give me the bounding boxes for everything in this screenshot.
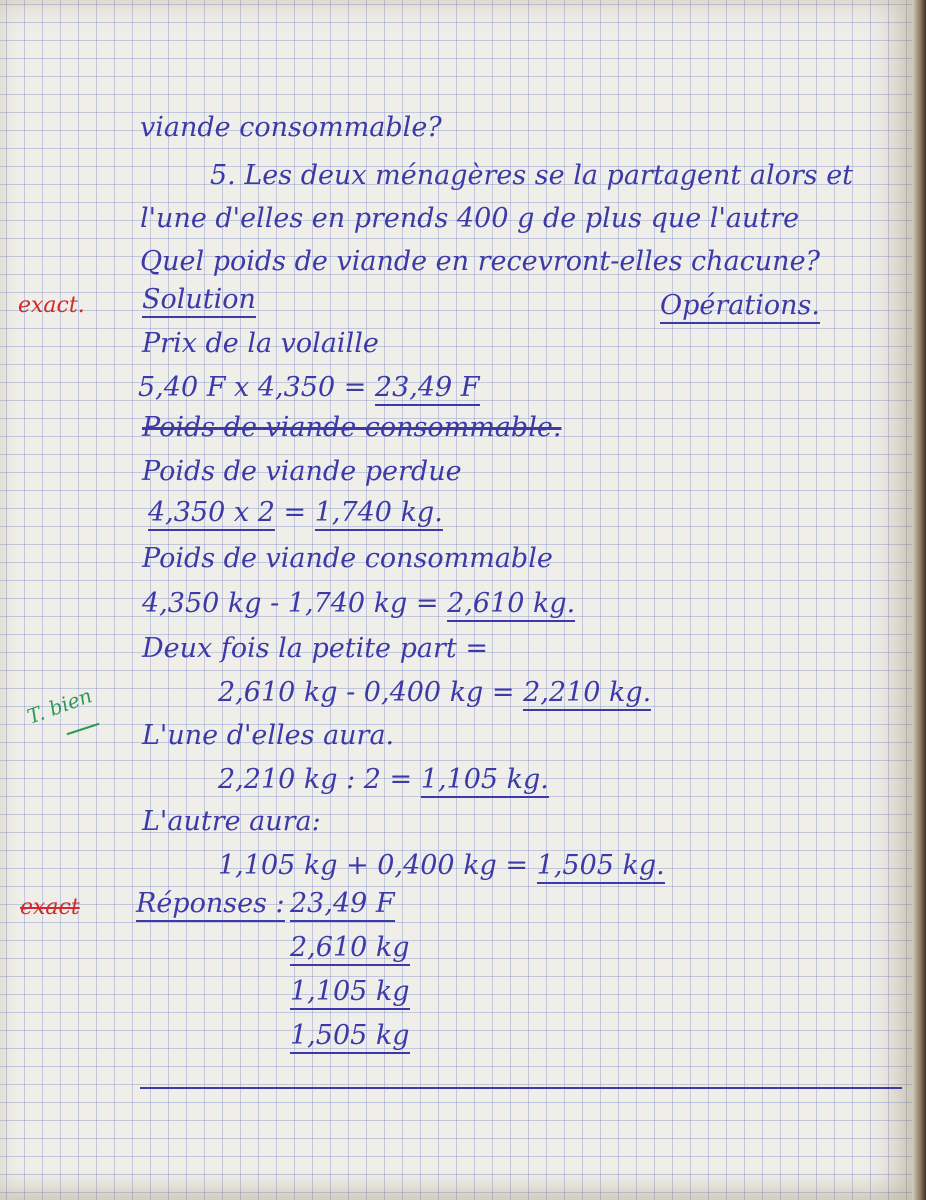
deux-fois-title: Deux fois la petite part = (142, 633, 488, 664)
solution-heading: Solution (142, 284, 256, 318)
answer-3: 1,105 kg (290, 976, 410, 1010)
text-line-3: l'une d'elles en prends 400 g de plus que l'autre (140, 203, 800, 234)
struck-line: Poids de viande consommable. (142, 412, 562, 443)
text-line-1: viande consommable? (140, 112, 442, 143)
une-result: 1,105 kg. (421, 764, 549, 798)
une-calc: 2,210 kg : 2 = (218, 764, 413, 795)
margin-exact-2: exact (20, 895, 80, 920)
deux-result: 2,210 kg. (523, 677, 651, 711)
page-edge (912, 0, 926, 1200)
deux-calc: 2,610 kg - 0,400 kg = (218, 677, 515, 708)
autre-result: 1,505 kg. (537, 850, 665, 884)
conso-calc: 4,350 kg - 1,740 kg = (142, 588, 439, 619)
text-line-4: Quel poids de viande en recevront-elles chacune? (140, 246, 821, 277)
conso-result: 2,610 kg. (447, 588, 575, 622)
perdue-calc: 4,350 x 2 (148, 497, 275, 531)
operations-heading: Opérations. (660, 290, 820, 324)
end-rule-line (140, 1087, 902, 1089)
answer-4: 1,505 kg (290, 1020, 410, 1054)
perdue-title: Poids de viande perdue (142, 456, 462, 487)
autre-title: L'autre aura: (142, 806, 321, 837)
prix-calc: 5,40 F x 4,350 = (138, 372, 367, 403)
prix-result: 23,49 F (375, 372, 480, 406)
margin-exact-1: exact. (18, 293, 85, 318)
conso-title: Poids de viande consommable (142, 543, 553, 574)
perdue-result: 1,740 kg. (315, 497, 443, 531)
perdue-eq: = (283, 497, 307, 528)
answer-2: 2,610 kg (290, 932, 410, 966)
prix-title: Prix de la volaille (142, 328, 379, 359)
une-title: L'une d'elles aura. (142, 720, 395, 751)
answer-1: 23,49 F (290, 888, 395, 922)
reponses-label: Réponses : (136, 888, 285, 922)
green-tick-mark (67, 723, 100, 735)
autre-calc: 1,105 kg + 0,400 kg = (218, 850, 529, 881)
margin-tres-bien: T. bien (23, 683, 96, 729)
text-line-2: 5. Les deux ménagères se la partagent alors et (210, 160, 854, 191)
